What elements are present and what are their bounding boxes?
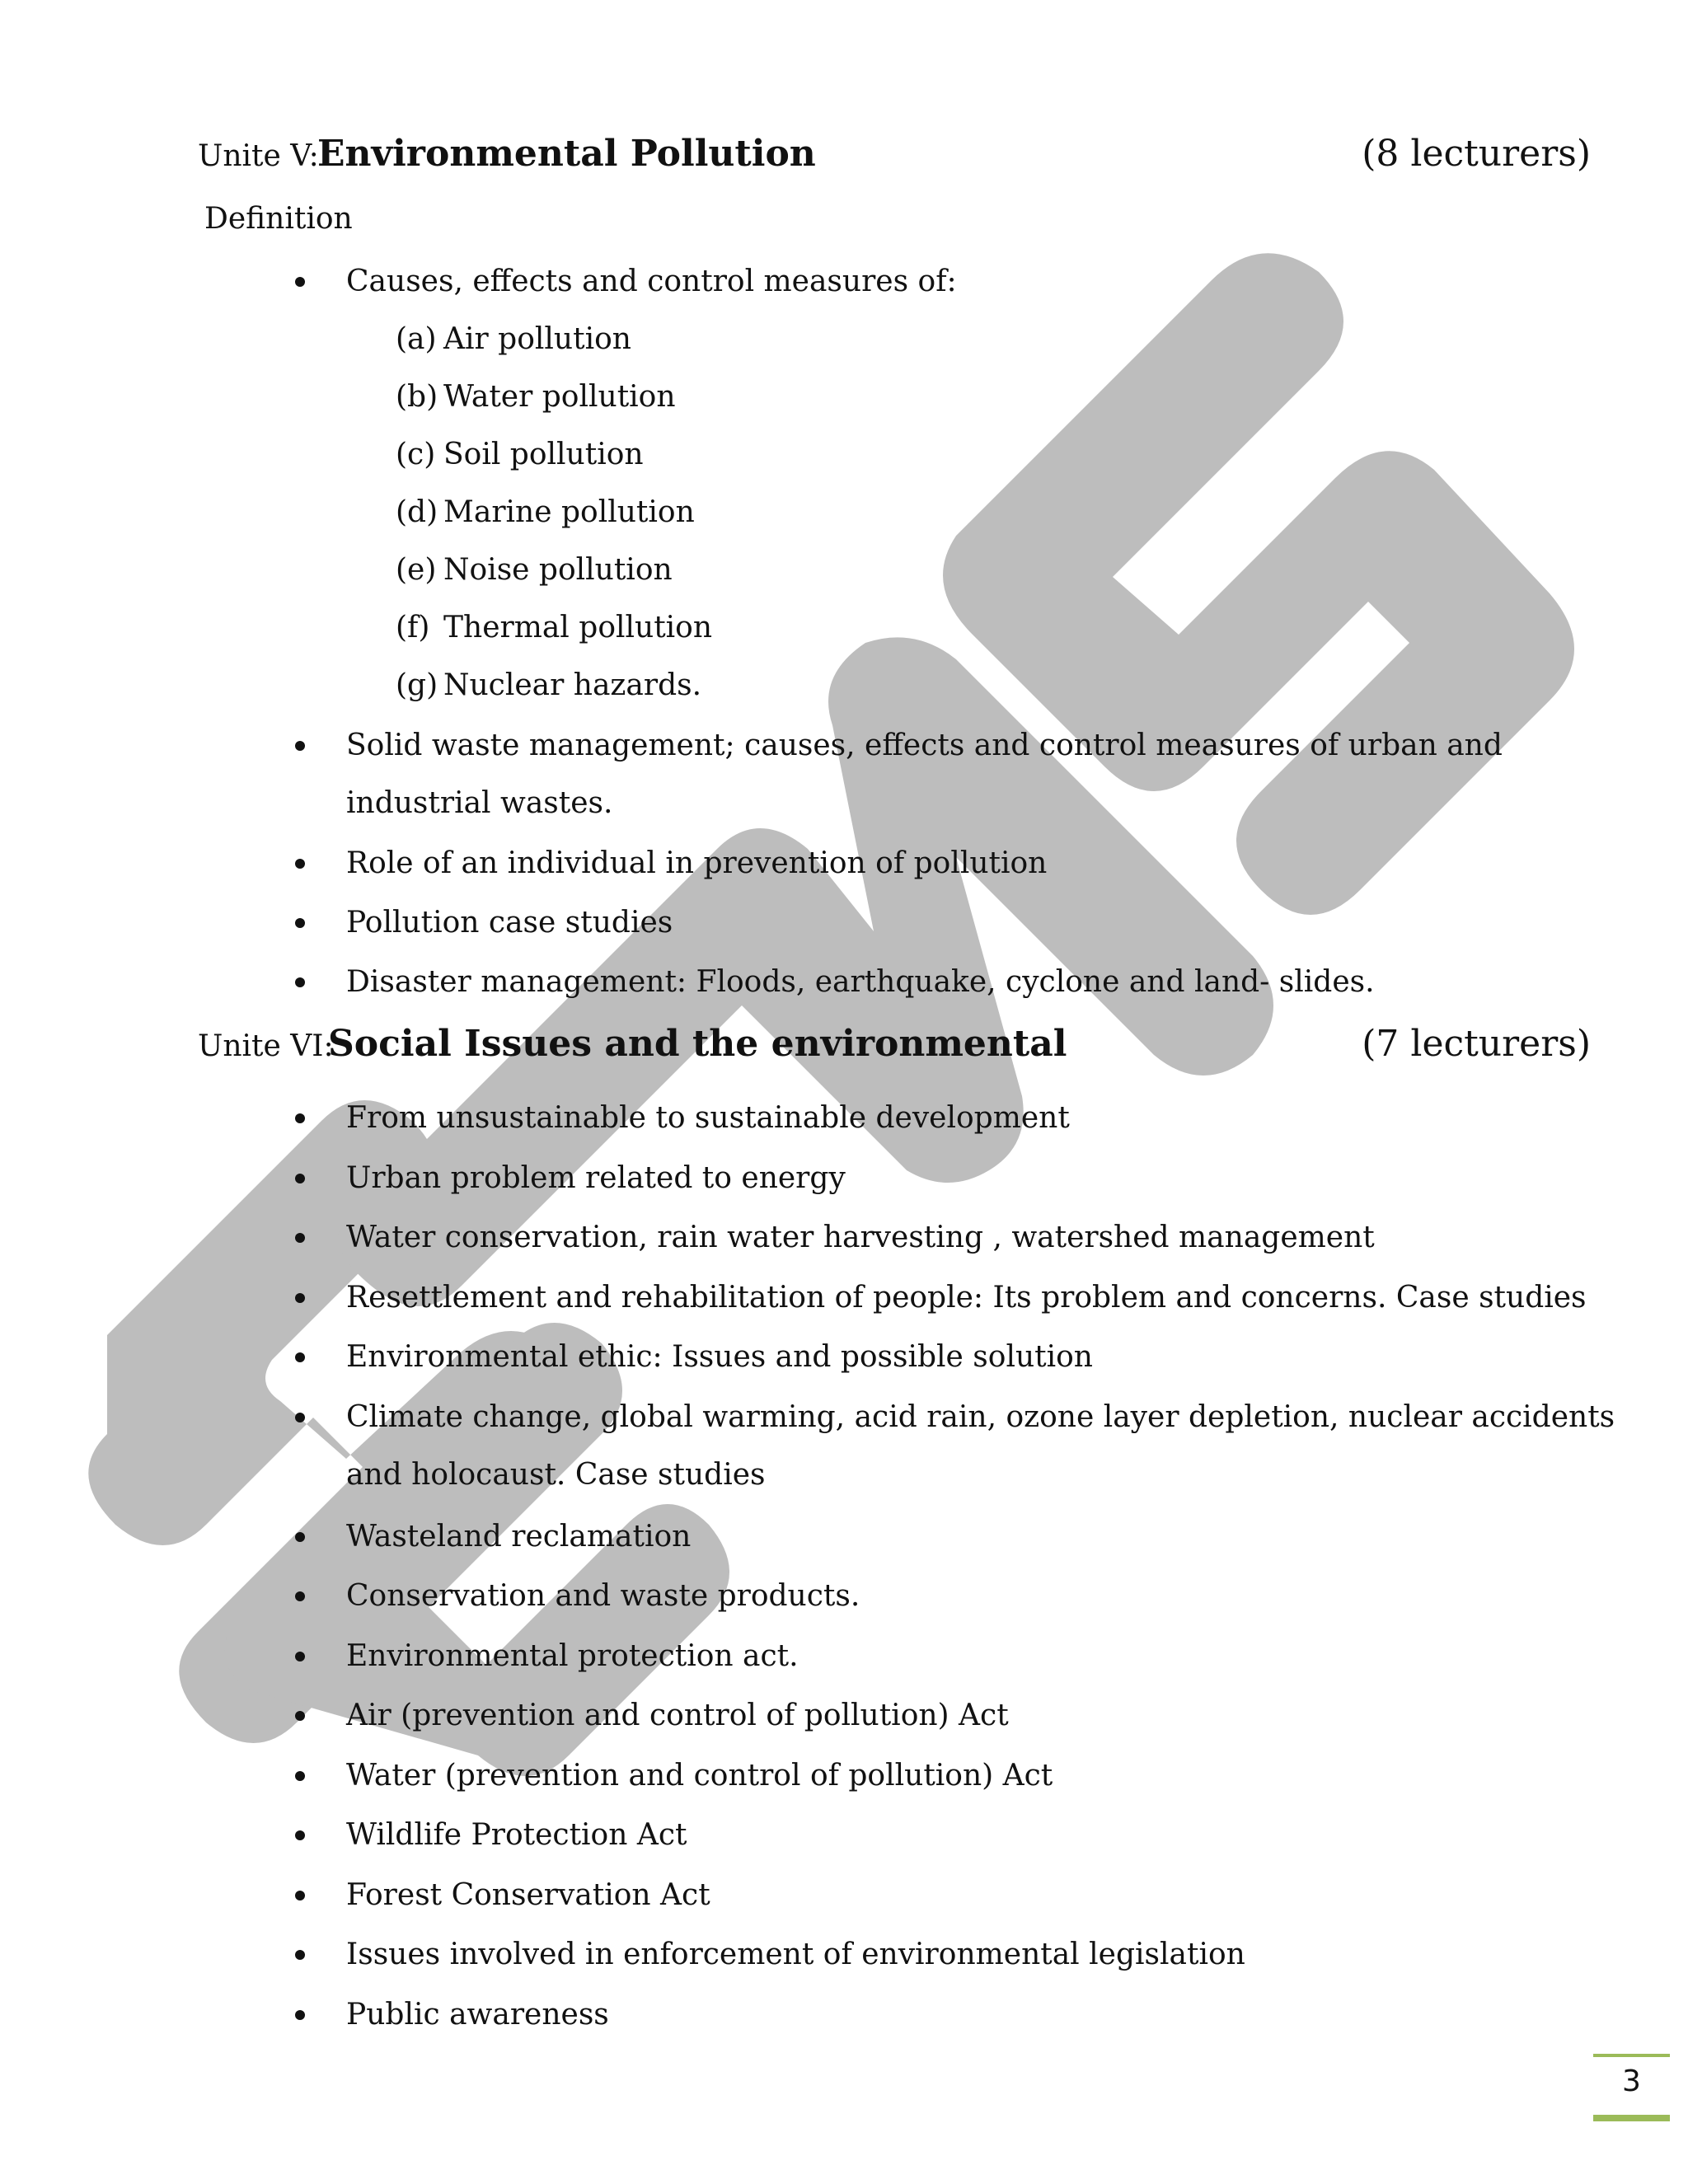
sub-item-letter: (g) — [396, 668, 438, 702]
sub-item-text: Noise pollution — [443, 553, 673, 587]
list-item-text: Wasteland reclamation — [346, 1520, 692, 1554]
unit-6-lectures: (7 lecturers) — [1362, 1023, 1591, 1065]
list-item-text: Forest Conservation Act — [346, 1878, 710, 1912]
unit-6-title: Social Issues and the environmental — [328, 1023, 1067, 1065]
sub-list-item — [396, 599, 712, 657]
sub-list-item — [396, 541, 673, 599]
list-item-text: Disaster management: Floods, earthquake, cyclone and land- slides. — [346, 965, 1375, 999]
list-item-text: Urban problem related to energy — [346, 1161, 846, 1195]
sub-item-letter: (f) — [396, 611, 430, 644]
list-item-text: Issues involved in enforcement of environmental legislation — [346, 1938, 1245, 1971]
sub-list-item — [396, 657, 701, 715]
unit-5-title: Environmental Pollution — [317, 133, 816, 175]
sub-item-text: Soil pollution — [443, 438, 644, 471]
sub-item-text: Water pollution — [443, 380, 676, 414]
definition-label: Definition — [204, 202, 353, 236]
sub-item-letter: (b) — [396, 380, 438, 414]
sub-list-item — [396, 426, 644, 484]
unit-5-prefix: Unite V: — [198, 139, 319, 173]
list-item-text: Water (prevention and control of pollution) Act — [346, 1759, 1053, 1793]
list-item-text: Solid waste management; causes, effects and control measures of urban and industrial wastes. — [346, 729, 1503, 820]
list-item-text: Environmental ethic: Issues and possible solution — [346, 1340, 1093, 1374]
list-item-text: Public awareness — [346, 1998, 609, 2032]
sub-item-letter: (a) — [396, 322, 437, 356]
sub-item-letter: (e) — [396, 553, 437, 587]
sub-list-item — [396, 368, 676, 426]
unit-6-heading — [198, 1022, 1591, 1071]
page-number: 3 — [1622, 2064, 1641, 2098]
sub-list-item — [396, 484, 695, 541]
page-number-rule — [1593, 2054, 1670, 2057]
list-item-text: Air (prevention and control of pollution) Act — [346, 1699, 1009, 1732]
unit-5-heading — [198, 132, 1591, 181]
list-item-text: Pollution case studies — [346, 906, 673, 940]
page-number-base — [1593, 2115, 1670, 2121]
unit-5-lectures: (8 lecturers) — [1362, 133, 1591, 175]
unit-6-prefix: Unite VI: — [198, 1029, 334, 1063]
sub-item-letter: (d) — [396, 495, 438, 529]
list-item-text: Water conservation, rain water harvesting , watershed management — [346, 1221, 1375, 1254]
list-item-text: Wildlife Protection Act — [346, 1818, 687, 1852]
sub-item-letter: (c) — [396, 438, 436, 471]
sub-item-text: Nuclear hazards. — [443, 668, 702, 702]
sub-item-text: Marine pollution — [443, 495, 695, 529]
sub-list-item — [396, 311, 631, 368]
list-item-text: Resettlement and rehabilitation of people: Its problem and concerns. Case studies — [346, 1281, 1587, 1315]
sub-item-text: Air pollution — [443, 322, 631, 356]
list-item-text: Role of an individual in prevention of pollution — [346, 846, 1048, 880]
list-item-text: Causes, effects and control measures of: — [346, 265, 957, 298]
list-item-text: From unsustainable to sustainable development — [346, 1101, 1070, 1135]
list-item-text: Environmental protection act. — [346, 1639, 799, 1673]
list-item-text: Climate change, global warming, acid rain, ozone layer depletion, nuclear accidents and holocaust. Case studies — [346, 1400, 1615, 1492]
sub-item-text: Thermal pollution — [443, 611, 713, 644]
list-item-text: Conservation and waste products. — [346, 1579, 860, 1613]
